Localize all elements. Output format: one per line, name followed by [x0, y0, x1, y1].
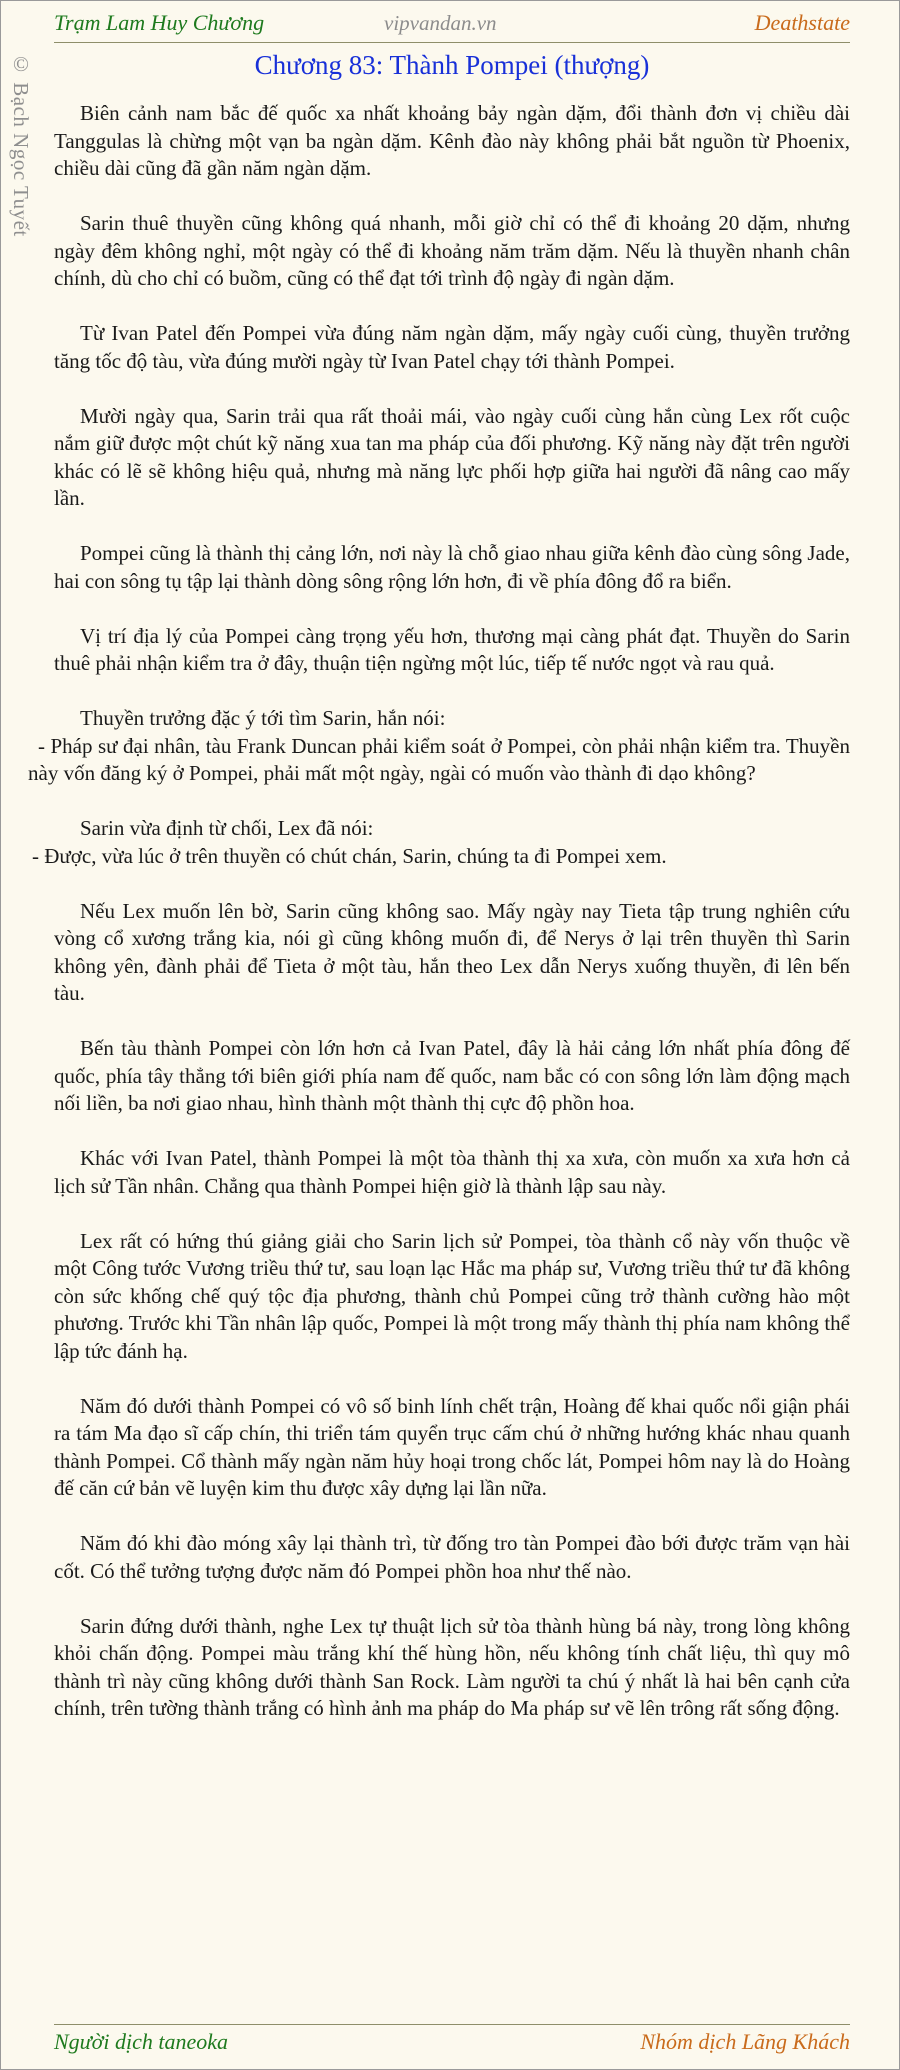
paragraph: Từ Ivan Patel đến Pompei vừa đúng năm ngàn dặm, mấy ngày cuối cùng, thuyền trưởng tăng tốc độ tàu, vừa đúng mười ngày từ Ivan Patel chạy tới thành Pompei. — [54, 321, 850, 373]
header-site: vipvandan.vn — [384, 11, 497, 35]
header-book-title: Trạm Lam Huy Chương — [54, 10, 265, 35]
paragraph: Năm đó khi đào móng xây lại thành trì, từ đống tro tàn Pompei đào bới được trăm vạn hài cốt. Có thể tưởng tượng được năm đó Pompei phồn hoa như thế nào. — [54, 1531, 850, 1583]
header-author: Deathstate — [754, 10, 850, 35]
chapter-content — [28, 100, 850, 1750]
dialog-line: - Được, vừa lúc ở trên thuyền có chút chán, Sarin, chúng ta đi Pompei xem. — [32, 843, 667, 868]
paragraph: Nếu Lex muốn lên bờ, Sarin cũng không sao. Mấy ngày nay Tieta tập trung nghiên cứu vòng cổ xương trắng kia, nói gì cũng không muốn đi, để Nerys ở lại trên thuyền thì Sarin không yên, đành phải để Tieta ở một tàu, hắn theo Lex dẫn Nerys xuống thuyền, đi lên bến tàu. — [54, 898, 850, 1005]
paragraph: Vị trí địa lý của Pompei càng trọng yếu hơn, thương mại càng phát đạt. Thuyền do Sarin thuê phải nhận kiểm tra ở đây, thuận tiện ngừng một lúc, tiếp tế nước ngọt và rau quả. — [54, 623, 850, 675]
paragraph: Pompei cũng là thành thị cảng lớn, nơi này là chỗ giao nhau giữa kênh đào cùng sông Jade, hai con sông tụ tập lại thành dòng sông rộng lớn hơn, đi về phía đông đổ ra biển. — [54, 541, 850, 593]
page-header — [54, 8, 850, 43]
paragraph: Lex rất có hứng thú giảng giải cho Sarin lịch sử Pompei, tòa thành cổ này vốn thuộc về một Công tước Vương triều thứ tư, sau loạn lạc Hắc ma pháp sư, Vương triều thứ tư đã không còn sức khống chế quý tộc địa phương, thành chủ Pompei cũng trở thành cường hào một phương. Trước khi Tần nhân lập quốc, Pompei là một trong mấy thành thị phía nam không thể lập tức đánh hạ. — [54, 1228, 850, 1363]
paragraph: Năm đó dưới thành Pompei có vô số binh lính chết trận, Hoàng đế khai quốc nổi giận phái ra tám Ma đạo sĩ cấp chín, thi triển tám quyển trục cấm chú ở những hướng khác nhau quanh thành Pompei. Cổ thành mấy ngàn năm hủy hoại trong chốc lát, Pompei hôm nay là do Hoàng đế căn cứ bản vẽ luyện kim thu được xây dựng lại lần nữa. — [54, 1393, 850, 1500]
footer-translator: Người dịch taneoka — [54, 2029, 229, 2054]
dialog-block — [28, 705, 850, 788]
paragraph: Sarin thuê thuyền cũng không quá nhanh, mỗi giờ chỉ có thể đi khoảng 20 dặm, nhưng ngày đêm không nghỉ, một ngày có thể đi khoảng năm trăm dặm. Nếu là thuyền nhanh chân chính, dù cho chỉ có buồm, cũng có thể đạt tới trình độ ngày đi ngàn dặm. — [54, 211, 850, 290]
dialog-intro: Thuyền trưởng đặc ý tới tìm Sarin, hắn nói: — [80, 706, 446, 730]
paragraph: Bến tàu thành Pompei còn lớn hơn cả Ivan Patel, đây là hải cảng lớn nhất phía đông đế quốc, phía tây thẳng tới biên giới phía nam đế quốc, nam bắc có con sông lớn làm động mạch nối liền, ba nơi giao nhau, hình thành một thành thị cực độ phồn hoa. — [54, 1036, 850, 1115]
paragraph: Mười ngày qua, Sarin trải qua rất thoải mái, vào ngày cuối cùng hắn cùng Lex rốt cuộc nắm giữ được một chút kỹ năng xua tan ma pháp của đối phương. Kỹ năng này đặt trên người khác có lẽ sẽ không hiệu quả, nhưng mà năng lực phối hợp giữa hai người đã nâng cao mấy lần. — [54, 403, 850, 510]
copyright-watermark: © Bạch Ngọc Tuyết — [9, 52, 33, 237]
dialog-line: - Pháp sư đại nhân, tàu Frank Duncan phải kiểm soát ở Pompei, còn phải nhận kiểm tra. Thuyền này vốn đăng ký ở Pompei, phải mất một ngày, ngài có muốn vào thành đi dạo không? — [28, 733, 850, 785]
chapter-title: Chương 83: Thành Pompei (thượng) — [254, 50, 650, 80]
dialog-intro: Sarin vừa định từ chối, Lex đã nói: — [80, 816, 374, 840]
paragraph: Khác với Ivan Patel, thành Pompei là một tòa thành thị xa xưa, còn muốn xa xưa hơn cả lịch sử Tần nhân. Chẳng qua thành Pompei hiện giờ là thành lập sau này. — [54, 1146, 850, 1198]
paragraph: Biên cảnh nam bắc đế quốc xa nhất khoảng bảy ngàn dặm, đổi thành đơn vị chiều dài Tanggulas là chừng một vạn ba ngàn dặm. Kênh đào này không phải bắt nguồn từ Phoenix, chiều dài cũng đã gần năm ngàn dặm. — [54, 101, 850, 180]
page-footer — [54, 2024, 850, 2059]
dialog-block — [32, 815, 850, 870]
footer-group: Nhóm dịch Lãng Khách — [640, 2029, 850, 2054]
paragraph: Sarin đứng dưới thành, nghe Lex tự thuật lịch sử tòa thành hùng bá này, trong lòng không khỏi chấn động. Pompei màu trắng khí thế hùng hồn, nếu không tính chất liệu, thì quy mô thành trì này cũng không dưới thành San Rock. Làm người ta chú ý nhất là hai bên cạnh cửa chính, trên tường thành trắng có hình ảnh ma pháp do Ma pháp sư vẽ lên trông rất sống động. — [54, 1613, 850, 1720]
